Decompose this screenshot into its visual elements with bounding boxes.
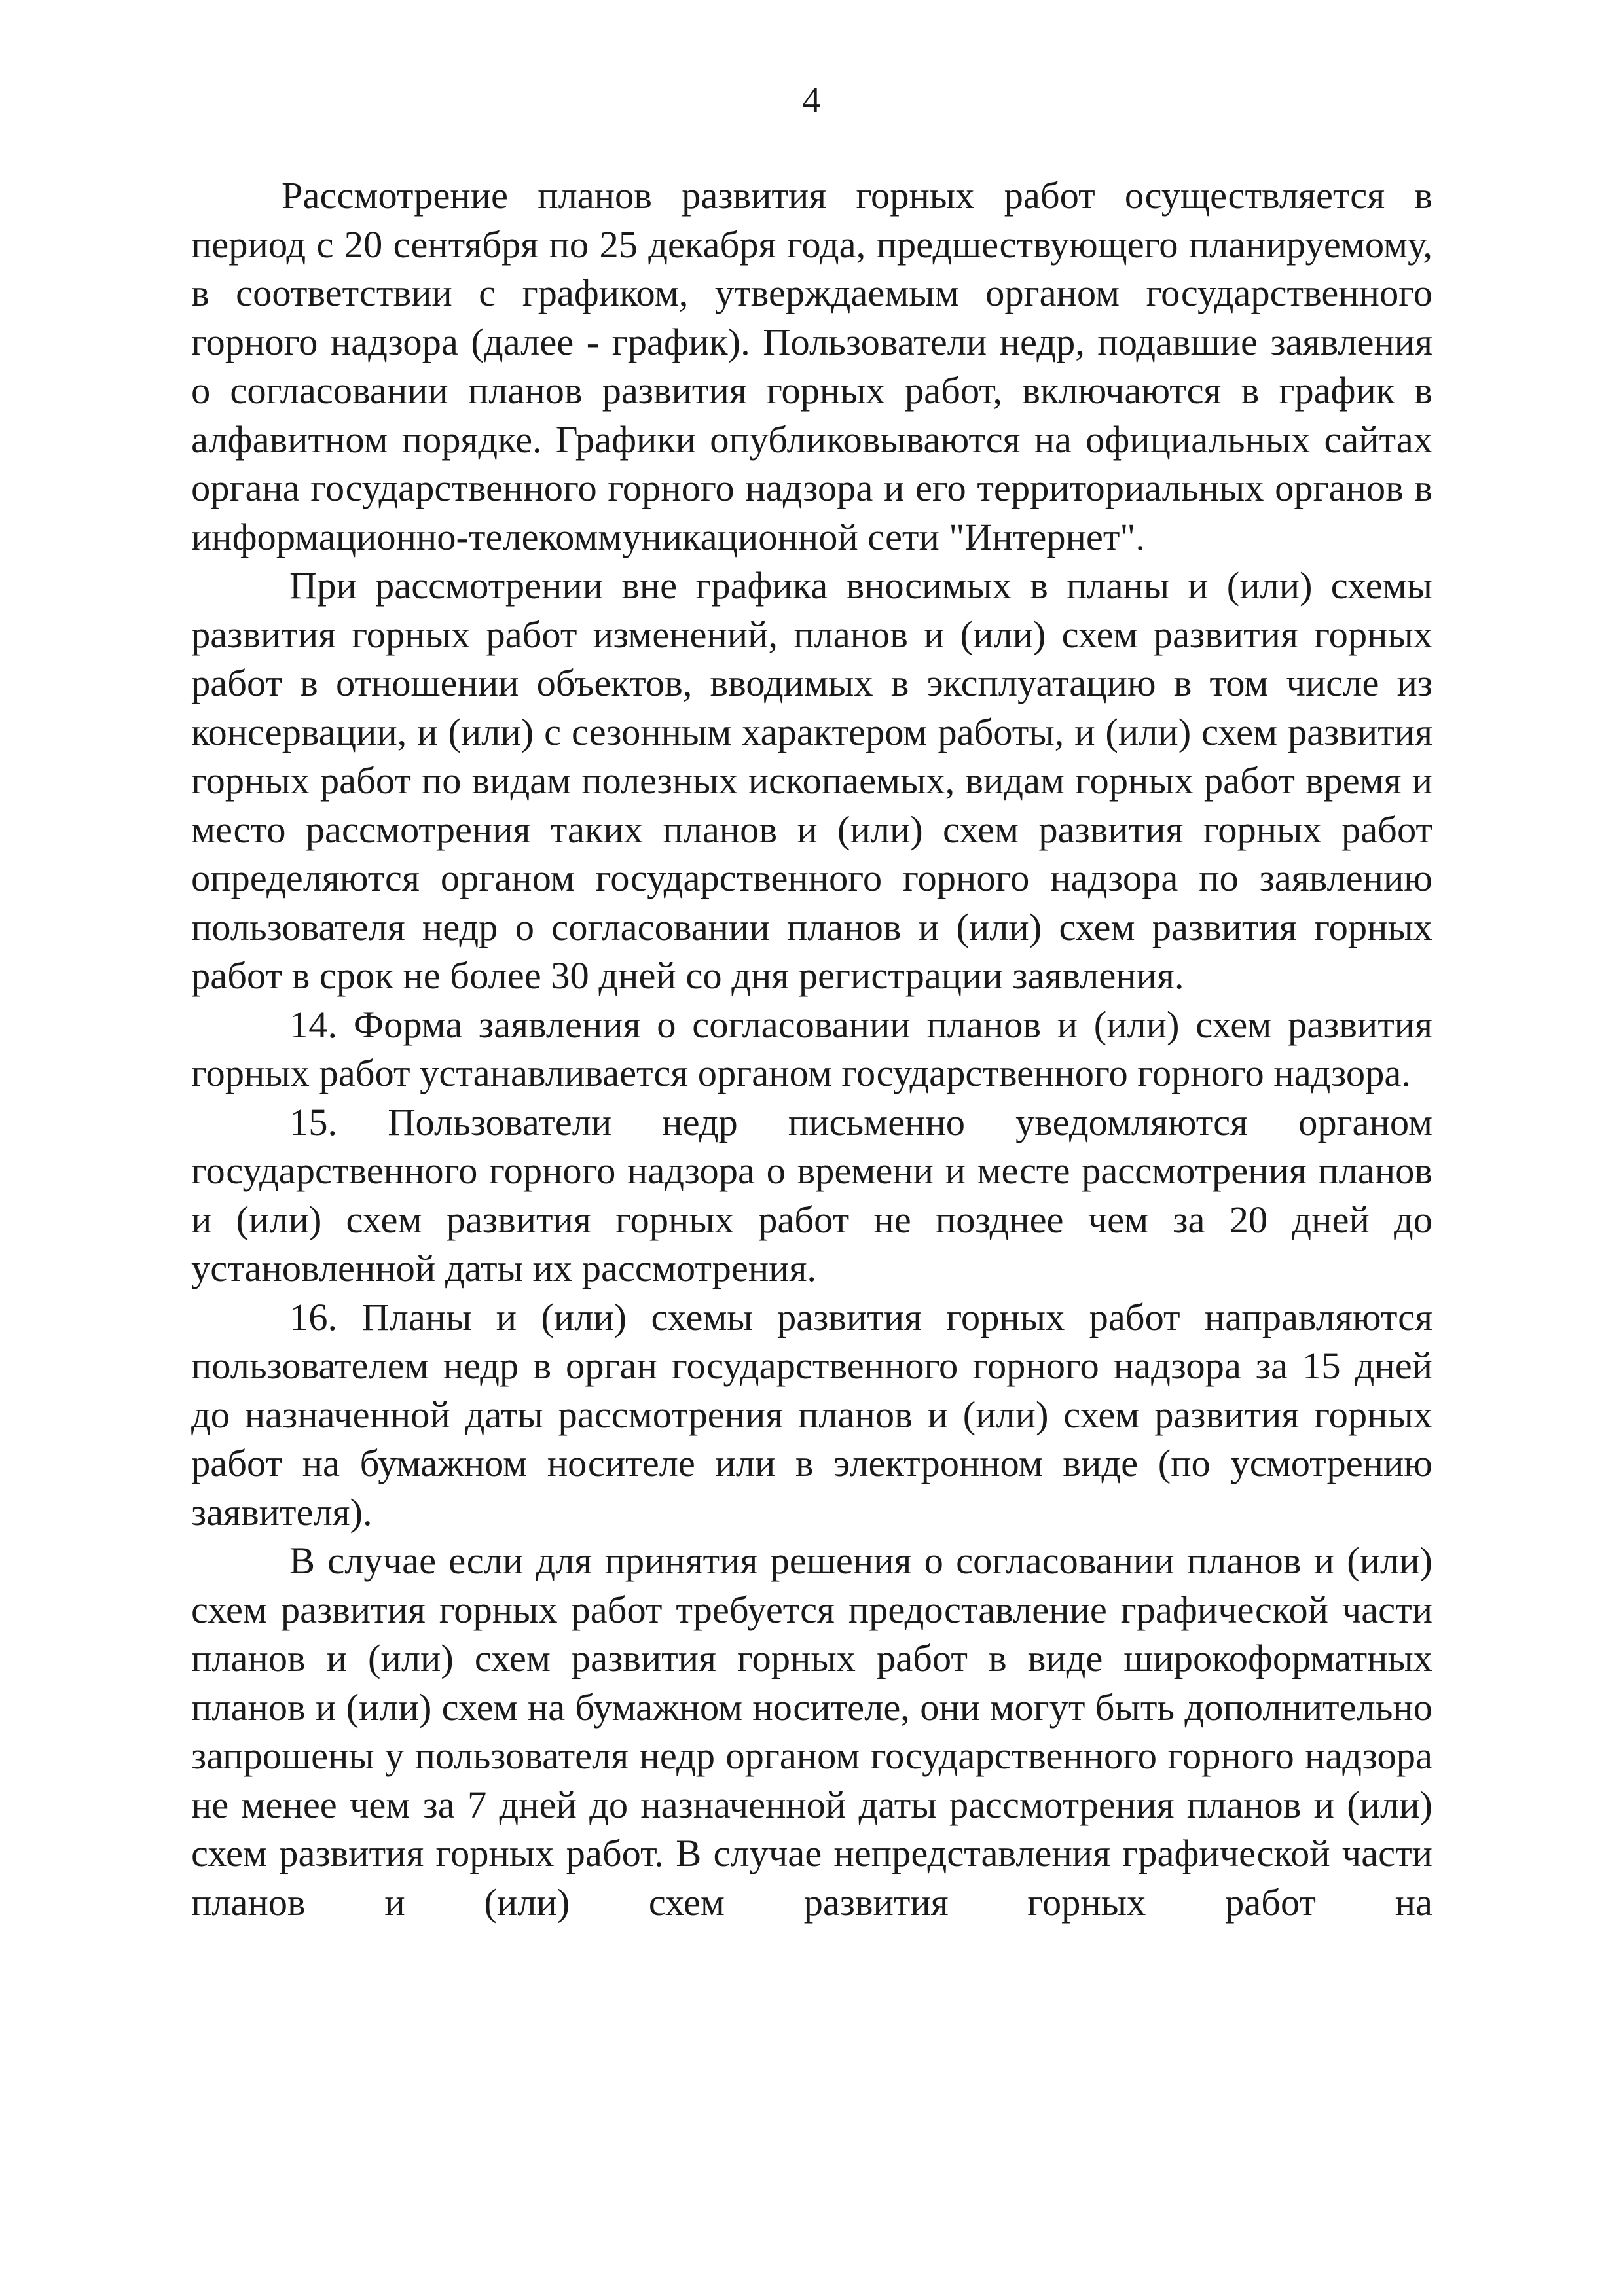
paragraph-graphic-part: В случае если для принятия решения о согласовании планов и (или) схем развития горных работ требуется предоставление графической части планов и (или) схем развития горных работ в виде широкоформатных планов и (или) схем на бумажном носителе, они могут быть дополнительно запрошены у пользователя недр органом государственного горного надзора не менее чем за 7 дней до назначенной даты рассмотрения планов и (или) схем развития горных работ. В случае непредставления графической части планов и (или) схем развития горных работ на — [191, 1539, 1432, 1924]
paragraph-review-schedule: Рассмотрение планов развития горных работ осуществляется в период с 20 сентября по 25 декабря года, предшествующего планируемому, в соответствии с графиком, утверждаемым органом государственного горного надзора (далее - график). Пользователи недр, подавшие заявления о согласовании планов развития горных работ, включаются в график в алфавитном порядке. Графики опубликовываются на официальных сайтах органа государственного горного надзора и его территориальных органов в информационно-телекоммуникационной сети "Интернет". — [191, 174, 1432, 558]
document-body — [191, 171, 1432, 1927]
paragraph-item-15: 15. Пользователи недр письменно уведомляются органом государственного горного надзора о времени и месте рассмотрения планов и (или) схем развития горных работ не позднее чем за 20 дней до установленной даты их рассмотрения. — [191, 1100, 1432, 1289]
paragraph-item-16: 16. Планы и (или) схемы развития горных работ направляются пользователем недр в орган государственного горного надзора за 15 дней до назначенной даты рассмотрения планов и (или) схем развития горных работ на бумажном носителе или в электронном виде (по усмотрению заявителя). — [191, 1295, 1432, 1534]
paragraph-item-14: 14. Форма заявления о согласовании планов и (или) схем развития горных работ устанавливается органом государственного горного надзора. — [191, 1003, 1432, 1094]
page-number: 4 — [802, 80, 821, 120]
paragraph-unscheduled-review: При рассмотрении вне графика вносимых в планы и (или) схемы развития горных работ изменений, планов и (или) схем развития горных работ в отношении объектов, вводимых в эксплуатацию в том числе из консервации, и (или) с сезонным характером работы, и (или) схем развития горных работ по видам полезных ископаемых, видам горных работ время и место рассмотрения таких планов и (или) схем развития горных работ определяются органом государственного горного надзора по заявлению пользователя недр о согласовании планов и (или) схем развития горных работ в срок не более 30 дней со дня регистрации заявления. — [191, 564, 1432, 997]
